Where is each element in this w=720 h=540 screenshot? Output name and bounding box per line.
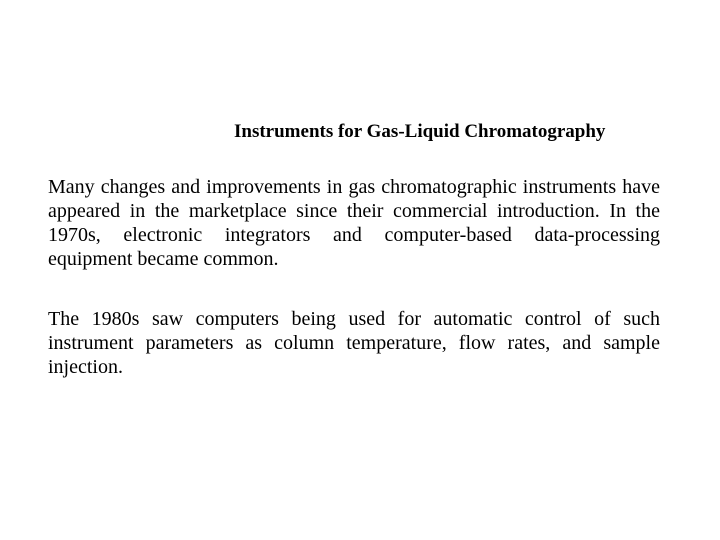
paragraph-1980s-computers: The 1980s saw computers being used for automatic control of such instrument parameters as column temperature, flow rates, and sample injection. <box>48 308 660 378</box>
paragraph-instrument-changes: Many changes and improvements in gas chromatographic instruments have appeared in the marketplace since their commercial introduction. In the 1970s, electronic integrators and computer-based data-processing equipment became common. <box>48 176 660 270</box>
slide-title: Instruments for Gas-Liquid Chromatography <box>234 121 606 142</box>
